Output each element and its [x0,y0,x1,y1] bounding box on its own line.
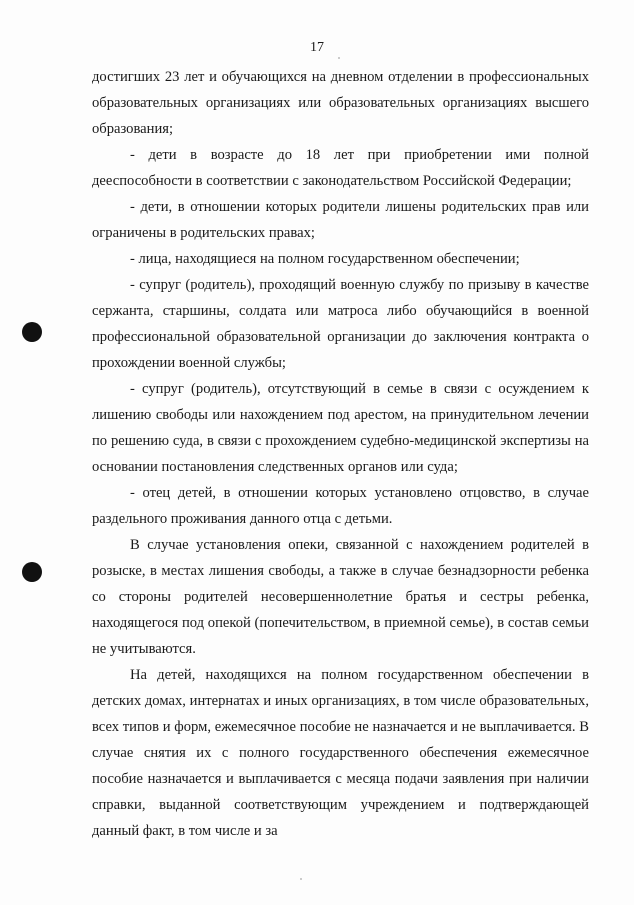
list-item-paragraph: - дети в возрасте до 18 лет при приобретении ими полной дееспособности в соответствии с законодательством Российской Федерации; [92,147,589,189]
list-item-paragraph: - лица, находящиеся на полном государственном обеспечении; [130,251,520,267]
list-item-paragraph: - супруг (родитель), проходящий военную службу по призыву в качестве сержанта, старшины, солдата или матроса либо обучающийся в военной профессиональной образовательной организации до заключения контракта о прохождении военной службы; [92,277,589,371]
punch-hole-mark [22,562,42,582]
document-body [92,64,589,844]
paragraph-continuation: достигших 23 лет и обучающихся на дневном отделении в профессиональных образовательных организациях или образовательных организациях высшего образования; [92,69,589,137]
punch-hole-mark [22,322,42,342]
list-item-paragraph: - отец детей, в отношении которых установлено отцовство, в случае раздельного проживания данного отца с детьми. [92,485,589,527]
list-item-paragraph: - дети, в отношении которых родители лишены родительских прав или ограничены в родительских правах; [92,199,589,241]
list-item-paragraph: - супруг (родитель), отсутствующий в семье в связи с осуждением к лишению свободы или нахождением под арестом, на принудительном лечении по решению суда, в связи с прохождением судебно-медицинской экспертизы на основании постановления следственных органов или суда; [92,381,589,475]
body-paragraph: В случае установления опеки, связанной с нахождением родителей в розыске, в местах лишения свободы, а также в случае безнадзорности ребенка со стороны родителей несовершеннолетние братья и сестры ребенка, находящегося под опекой (попечительством, в приемной семье), в состав семьи не учитываются. [92,537,589,657]
body-paragraph: На детей, находящихся на полном государственном обеспечении в детских домах, интернатах и иных организациях, в том числе образовательных, всех типов и форм, ежемесячное пособие не назначается и не выплачивается. В случае снятия их с полного государственного обеспечения ежемесячное пособие назначается и выплачивается с месяца подачи заявления при наличии справки, выданной соответствующим учреждением и подтверждающей данный факт, в том числе и за [92,667,589,839]
page-number: 17 [310,40,324,55]
scan-speck [300,878,302,880]
scan-speck [338,57,340,59]
